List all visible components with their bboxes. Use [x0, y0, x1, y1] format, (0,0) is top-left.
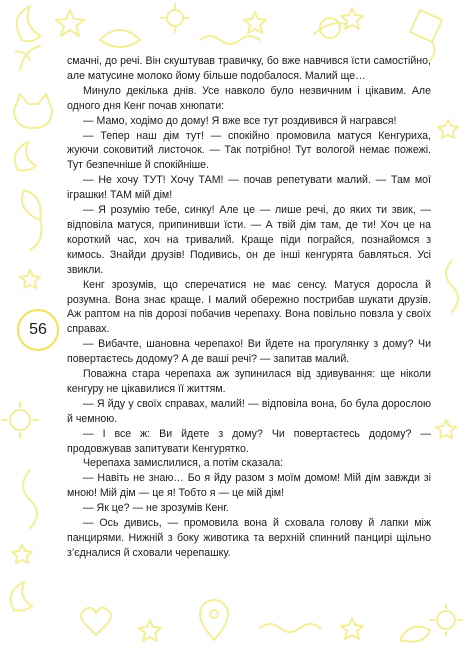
story-text — [67, 54, 431, 561]
page-number-badge — [17, 309, 59, 351]
swirl-icon — [446, 260, 458, 312]
sun-icon — [161, 4, 189, 32]
swirl-icon — [23, 470, 37, 528]
star-icon — [341, 618, 363, 639]
paragraph: Черепаха замислилися, а потім сказала: — [83, 457, 284, 470]
kite-icon — [410, 10, 442, 60]
star-icon — [20, 270, 40, 288]
crescent-moon-icon — [15, 142, 36, 171]
paragraph: — Як це? — не зрозумів Кенг. — [83, 502, 229, 515]
paragraph: — Ось дивись, — промовила вона й сховала голову й лапки між панцирями. Нижній з боку животика та верхній спинний панцирі щільно з’єдналися й сховали черепашку. — [67, 517, 431, 559]
star-icon — [56, 10, 84, 36]
paragraph: — І все ж: Ви йдете з дому? Чи повертаєтесь додому? — продовжував запитувати Кенгурятко. — [67, 427, 431, 455]
paragraph: — Навіть не знаю… Бо я йду разом з моїм домом! Мій дім завжди зі мною! Мій дім — це я! Тобто я — це мій дім! — [67, 472, 431, 500]
location-pin-icon — [200, 600, 228, 640]
star-icon — [244, 12, 266, 33]
heart-icon — [81, 608, 111, 635]
paragraph: Поважна стара черепаха аж зупинилася від здивування: ще ніколи кенгуру не цікавилися її життям. — [67, 368, 431, 395]
paragraph: — Я йду у своїх справах, малий! — відповіла вона, бо була дорослою й чемною. — [67, 397, 431, 425]
paragraph: — Я розумію тебе, синку! Але це — лише речі, до яких ти звик, — відповіла матуся, припинивши їсти. — А твій дім там, де ти! Хоч це на короткий час, хоч на тривалий. Краще піди пограйся, познайомся з кимось. Знайди друзів! Подивись, он де інші кенгурята бавляться. Усі звикли. — [67, 204, 431, 276]
wave-icon — [200, 36, 260, 44]
star-icon — [438, 120, 458, 138]
sprout-icon — [16, 46, 40, 70]
star-icon — [436, 420, 456, 438]
paragraph: — Мамо, ходімо до дому! Я вже все тут роздивився й награвся! — [83, 114, 397, 127]
crescent-moon-icon — [11, 582, 32, 611]
paragraph: — Вибачте, шановна черепахо! Ви йдете на прогулянку з дому? Чи повертаєтесь додому? А де ваші речі? — запитав малий. — [67, 338, 431, 366]
planet-icon — [314, 18, 346, 38]
paragraph: Кенг зрозумів, що сперечатися не має сенсу. Матуся доросла й розумна. Вона знає краще. І малий обережно пострибав шукати друзів. Аж раптом на пів дорозі побачив черепаху. Вона повільно повзла у своїх справах. — [67, 278, 431, 336]
swirl-icon — [22, 190, 42, 250]
paragraph: Минуло декілька днів. Усе навколо було незвичним і цікавим. Але одного дня Кенг почав хнюпати: — [67, 84, 431, 112]
paragraph: смачні, до речі. Він скуштував травичку, бо вже навчився їсти самостійно, але матусине молоко йому більше подобалося. Малий ще… — [67, 55, 431, 82]
wave-icon — [260, 624, 320, 632]
paragraph: — Не хочу ТУТ! Хочу ТАМ! — почав репетувати малий. — Там мої іграшки! ТАМ мій дім! — [67, 174, 431, 202]
sun-icon — [2, 402, 38, 438]
paragraph: — Тепер наш дім тут! — спокійно промовила матуся Кенгуриха, жуючи соковитий листочок. — Так потрібно! Тут вологой немає пожежі. Тут безпечніше й спокійніше. — [67, 129, 431, 172]
star-icon — [139, 620, 161, 641]
star-icon — [12, 545, 32, 563]
page-number: 56 — [29, 321, 47, 338]
swirl-icon — [100, 30, 140, 47]
cat-face-icon — [14, 94, 52, 128]
sun-icon — [430, 604, 462, 636]
swirl-icon — [400, 627, 430, 642]
crescent-moon-icon — [17, 6, 40, 41]
star-icon — [341, 8, 363, 29]
